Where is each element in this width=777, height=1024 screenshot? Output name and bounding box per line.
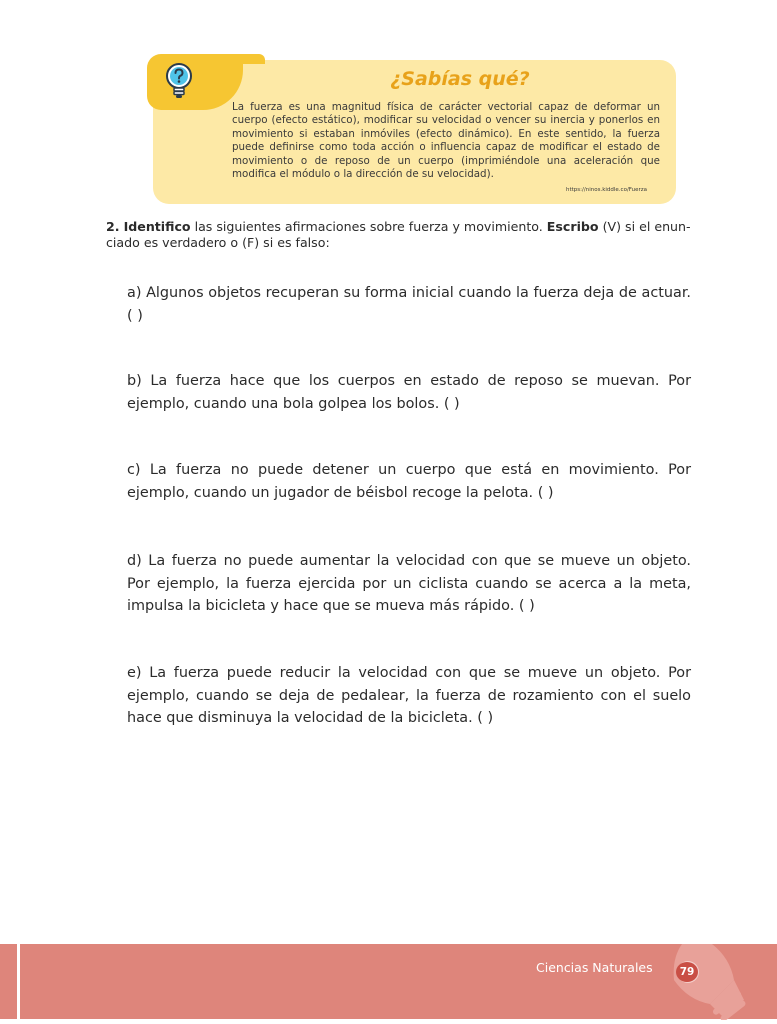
source-link[interactable]: https://ninos.kiddle.co/Fuerza xyxy=(566,187,648,193)
statement-d: d) La fuerza no puede aumentar la velocidad con que se mueve un objeto. Por ejemplo, la fuerza ejercida por un ciclista cuando se acerca a la meta, impulsa la bicicleta y hace que se mueva más rápido. ( ) xyxy=(127,553,691,614)
statement-b: b) La fuerza hace que los cuerpos en estado de reposo se muevan. Por ejemplo, cuando una bola golpea los bolos. ( ) xyxy=(127,373,691,412)
exercise-instruction xyxy=(106,219,710,251)
exercise-number: 2. xyxy=(106,219,120,234)
callout-text: La fuerza es una magnitud física de carácter vectorial capaz de deformar un cuerpo (efecto estático), modificar su velocidad o vencer su inercia y ponerlos en movimiento si estaban inmóviles (efecto dinámico). En este sentido, la fuerza puede definirse como toda acción o influencia capaz de modificar el estado de movimiento o de reposo de un cuerpo (imprimiéndole una aceleración que modifica el módulo o la dirección de su velocidad). xyxy=(232,101,660,181)
lightbulb-question-icon xyxy=(164,62,194,100)
statement-e: e) La fuerza puede reducir la velocidad con que se mueve un objeto. Por ejemplo, cuando se deja de pedalear, la fuerza de rozamiento con el suelo hace que disminuya la velocidad de la bicicleta. ( ) xyxy=(127,665,691,726)
instruction-verb-identify: Identifico xyxy=(123,219,191,234)
subject-label: Ciencias Naturales xyxy=(536,960,653,975)
statement-c: c) La fuerza no puede detener un cuerpo que está en movimiento. Por ejemplo, cuando un jugador de béisbol recoge la pelota. ( ) xyxy=(127,462,691,501)
statement-a: a) Algunos objetos recuperan su forma inicial cuando la fuerza deja de actuar. ( ) xyxy=(127,285,691,324)
callout-tab-edge xyxy=(205,54,265,64)
footer-divider xyxy=(17,944,20,1024)
callout-title: ¿Sabías qué? xyxy=(390,68,530,90)
rocket-icon xyxy=(652,944,752,1020)
page-number: 79 xyxy=(676,962,698,982)
instruction-verb-write: Escribo xyxy=(546,219,599,234)
instruction-text-2: (V) si el enun-ciado es verdadero o (F) si es falso: xyxy=(106,219,691,250)
instruction-text-1: las siguientes afirmaciones sobre fuerza y movimiento. xyxy=(190,219,547,234)
